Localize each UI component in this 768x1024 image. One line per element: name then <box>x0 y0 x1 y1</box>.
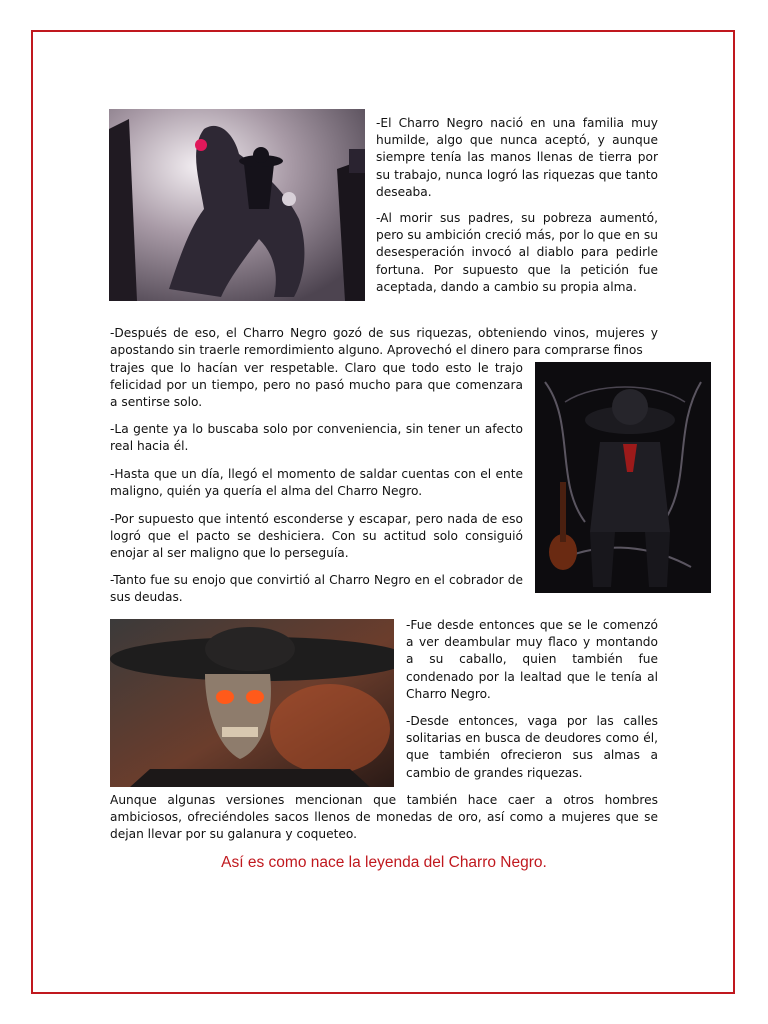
paragraph-escape: -Por supuesto que intentó esconderse y escapar, pero nada de eso logró que el pacto se deshiciera. Con su actitud solo consiguió enojar al ser maligno que lo perseguía. <box>110 512 523 561</box>
paragraph-debt: -Hasta que un día, llegó el momento de saldar cuentas con el ente maligno, quién ya quería el alma del Charro Negro. <box>110 467 523 499</box>
paragraph-convenience: -La gente ya lo buscaba solo por conveniencia, sin tener un afecto real hacia él. <box>110 422 523 454</box>
paragraph-riches: -Después de eso, el Charro Negro gozó de sus riquezas, obteniendo vinos, mujeres y apostando sin traerle remordimiento alguno. Aprovechó el dinero para comprarse finos <box>110 326 658 358</box>
paragraph-collector: -Tanto fue su enojo que convirtió al Charro Negro en el cobrador de sus deudas. <box>110 573 523 605</box>
closing-line: Así es como nace la leyenda del Charro Negro. <box>221 854 547 871</box>
paragraph-streets: -Desde entonces, vaga por las calles solitarias en busca de deudores como él, que también ofrecieron sus almas a cambio de grandes riquezas. <box>406 714 658 780</box>
paragraph-pact: -Al morir sus padres, su pobreza aumentó, pero su ambición creció más, por lo que en su desesperación invocó al diablo para pedirle fortuna. Por supuesto que la petición fue aceptada, dando a cambio su propia alma. <box>376 211 658 294</box>
skull-charro-illustration <box>110 619 394 787</box>
paragraph-versions: Aunque algunas versiones mencionan que también hace caer a otros hombres ambiciosos, ofreciéndoles sacos llenos de monedas de oro, así como a mujeres que se dejan llevar por su galanura y coqueteo. <box>110 793 658 842</box>
paragraph-suits: trajes que lo hacían ver respetable. Claro que todo esto le trajo felicidad por un tiempo, pero no pasó mucho para que comenzara a sentirse solo. <box>110 361 523 410</box>
paragraph-wander: -Fue desde entonces que se le comenzó a ver deambular muy flaco y montando a su caballo, quien también fue condenado por la lealtad que le tenía al Charro Negro. <box>406 618 658 701</box>
seated-charro-illustration <box>535 362 711 593</box>
horse-rider-illustration <box>109 109 365 301</box>
paragraph-origin: -El Charro Negro nació en una familia muy humilde, algo que nunca aceptó, y aunque siempre tenía las manos llenas de tierra por su trabajo, nunca logró las riquezas que tanto deseaba. <box>376 116 658 199</box>
